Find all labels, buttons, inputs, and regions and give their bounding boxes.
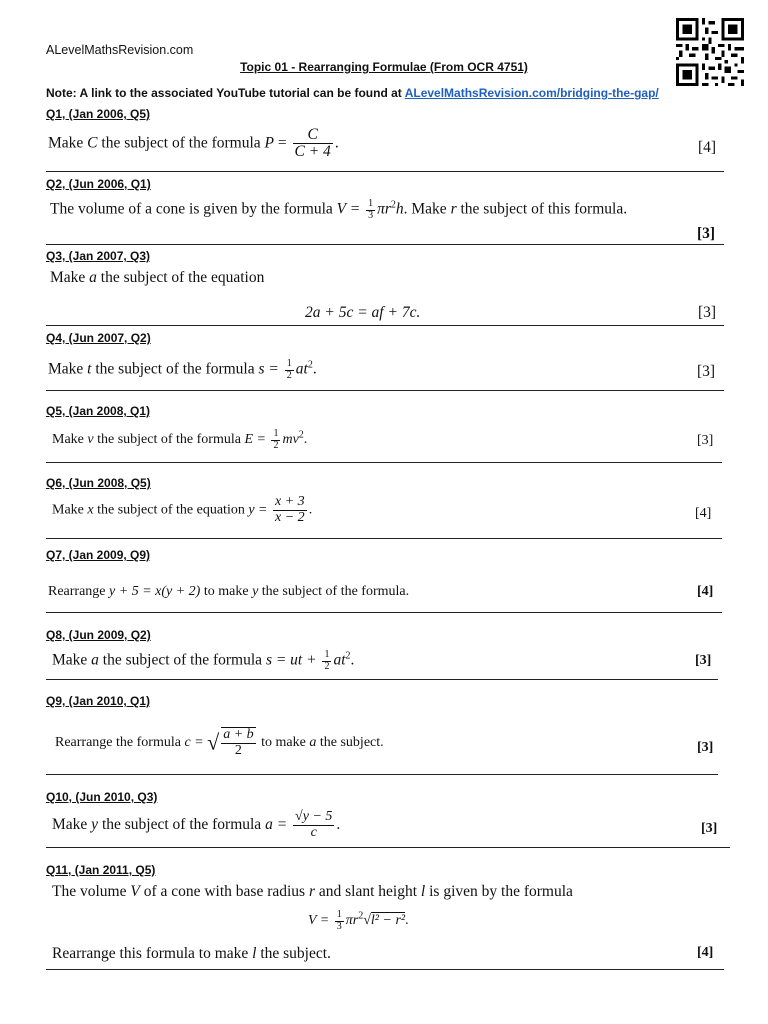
marks: [3] <box>701 821 718 836</box>
question-label: Q11, (Jan 2011, Q5) <box>46 863 156 877</box>
question-text: Rearrange this formula to make l the subject. <box>52 945 331 962</box>
equation: V = $\frac{1}{3}$ $\pi r^2√l^2 - r^2$. <box>308 909 409 932</box>
question-label: Q3, (Jan 2007, Q3) <box>46 249 151 263</box>
tutorial-note <box>46 86 659 100</box>
question-label: Q8, (Jun 2009, Q2) <box>46 628 151 642</box>
question-text: Make y the subject of the formula a = $\frac{√y - 5}{c}$ . <box>52 809 341 840</box>
marks: [4] <box>697 945 714 960</box>
marks: [3] <box>697 433 714 448</box>
question-text: Rearrange y + 5 = x(y + 2) to make y the subject of the formula. <box>48 584 410 599</box>
question-label: Q5, (Jan 2008, Q1) <box>46 404 151 418</box>
question-text: The volume of a cone is given by the formula V = $\frac{1}{3}$ $\pi r^2h$. Make r the subject of this formula. <box>50 198 628 221</box>
question-text: Make t the subject of the formula s = $\frac{1}{2}$ $at^2$. <box>48 358 317 381</box>
marks: [3] <box>698 304 717 321</box>
divider <box>46 679 718 680</box>
question-text: The volume V of a cone with base radius r and slant height l is given by the formula <box>52 883 573 900</box>
question-label: Q2, (Jun 2006, Q1) <box>46 177 151 191</box>
divider <box>46 462 722 463</box>
question-text: Rearrange the formula c = √ $\frac{a + b}{2}$ to make a the subject. <box>55 727 384 758</box>
question-text: Make a the subject of the formula s = ut + $\frac{1}{2}$ $at^2$. <box>52 649 355 672</box>
equation: 2a + 5c = af + 7c. <box>305 304 421 321</box>
question-label: Q6, (Jun 2008, Q5) <box>46 476 151 490</box>
divider <box>46 538 722 539</box>
site-name: ALevelMathsRevision.com <box>46 43 194 57</box>
question-text: Make C the subject of the formula P = $\frac{C}{C + 4}$ . <box>48 126 339 161</box>
question-label: Q1, (Jan 2006, Q5) <box>46 107 151 121</box>
question-label: Q9, (Jan 2010, Q1) <box>46 694 151 708</box>
divider <box>46 171 724 172</box>
note-text: Note: A link to the associated YouTube tutorial can be found at <box>46 86 405 100</box>
marks: [3] <box>697 740 714 755</box>
marks: [3] <box>697 363 716 380</box>
marks: [3] <box>697 225 716 242</box>
divider <box>46 612 722 613</box>
tutorial-link[interactable]: ALevelMathsRevision.com/bridging-the-gap/ <box>404 86 659 100</box>
marks: [4] <box>698 139 717 156</box>
qr-code-icon <box>676 18 744 86</box>
page-title: Topic 01 - Rearranging Formulae (From OCR 4751) <box>240 60 528 74</box>
divider <box>46 390 724 391</box>
divider <box>46 774 718 775</box>
question-label: Q7, (Jan 2009, Q9) <box>46 548 151 562</box>
marks: [4] <box>697 584 714 599</box>
marks: [4] <box>695 506 712 521</box>
divider <box>46 325 724 326</box>
question-text: Make x the subject of the equation y = $\frac{x + 3}{x - 2}$ . <box>52 494 313 525</box>
question-text: Make v the subject of the formula E = $\frac{1}{2}$ $mv^2$. <box>52 428 308 451</box>
marks: [3] <box>695 653 712 668</box>
question-label: Q10, (Jun 2010, Q3) <box>46 790 158 804</box>
question-label: Q4, (Jun 2007, Q2) <box>46 331 151 345</box>
formula-fraction: $\frac{C}{C + 4}$ <box>294 126 331 161</box>
question-text: Make a the subject of the equation <box>50 269 265 286</box>
divider <box>46 847 730 848</box>
divider <box>46 244 724 245</box>
divider <box>46 969 724 970</box>
